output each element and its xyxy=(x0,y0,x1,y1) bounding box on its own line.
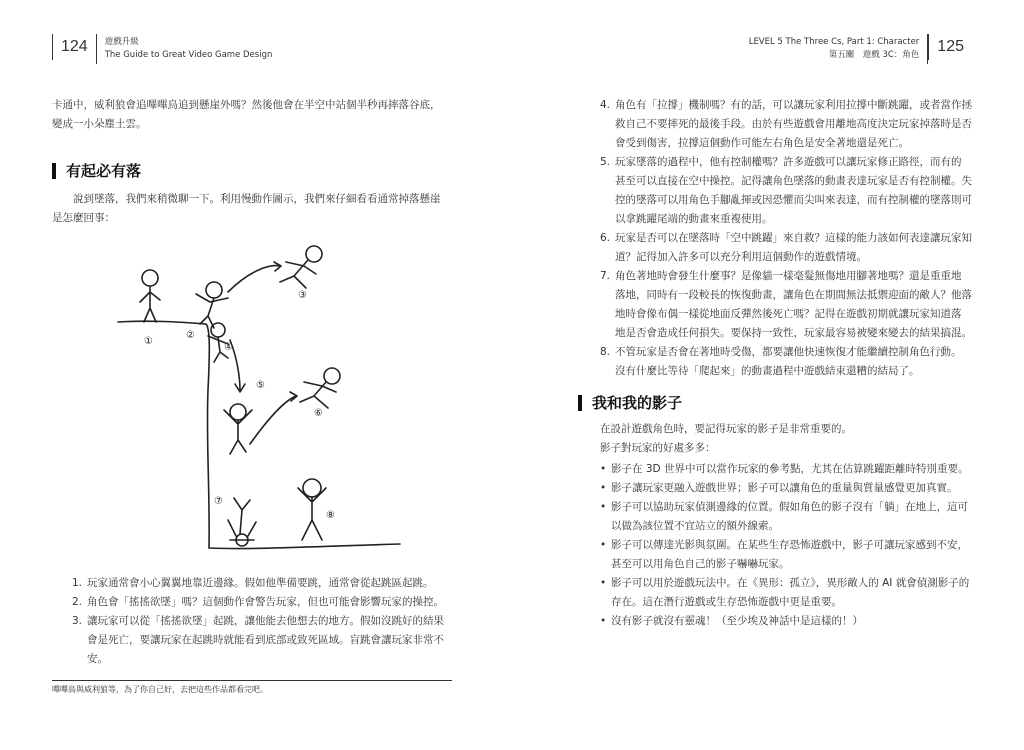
list-item xyxy=(600,343,980,381)
bullet-line: 影子在 3D 世界中可以當作玩家的參考點，尤其在估算跳躍距離時特別重要。 xyxy=(611,463,969,475)
left-paragraph-line: 說到墜落，我們來稍微聊一下。利用慢動作圖示，我們來仔細看看通常掉落懸崖 xyxy=(73,193,441,205)
cliff-outline xyxy=(118,321,400,548)
list-line: 道？記得加入許多可以充分利用這個動作的遊戲情境。 xyxy=(615,251,867,263)
figure-label: ⑧ xyxy=(326,510,335,521)
bullet-mark: • xyxy=(600,577,607,589)
bullet-item xyxy=(600,479,980,498)
bullet-line: 影子可以傳達光影與氛圍。在某些生存恐怖遊戲中，影子可讓玩家感到不安， xyxy=(611,539,968,551)
list-number: 5. xyxy=(600,156,611,168)
left-paragraph-line: 是怎麼回事： xyxy=(52,212,115,224)
right-running-head-line2: 第五關 遊戲 3C：角色 xyxy=(828,50,920,60)
list-line: 角色會「搖搖欲墜」嗎？這個動作會警告玩家，但也可能會影響玩家的操控。 xyxy=(87,596,444,608)
figure-label: ⑦ xyxy=(214,496,223,507)
list-line: 地是否會造成任何損失。要保持一致性，玩家最容易被變來變去的結果搞混。 xyxy=(615,327,972,339)
list-text xyxy=(87,574,434,593)
left-section-heading-text: 有起必有落 xyxy=(66,162,142,180)
list-line: 地時會像布偶一樣從地面反彈然後死亡嗎？記得在遊戲初期就讓玩家知道落 xyxy=(615,308,962,320)
figure-standing xyxy=(140,270,160,322)
right-page-number: 125 xyxy=(928,34,972,60)
list-text xyxy=(615,267,972,343)
figure-label: ② xyxy=(186,330,195,341)
bullet-line: 影子可以用於遊戲玩法中。在《異形：孤立》，異形敵人的 AI 就會偵測影子的 xyxy=(611,577,970,589)
list-item xyxy=(72,574,457,593)
footnote: 嗶嗶鳥與威利狼等，為了你自己好，去把這些作品都看完吧。 xyxy=(52,680,452,695)
bullet-mark: • xyxy=(600,501,607,513)
bullet-text xyxy=(611,612,863,631)
figure-air-jump xyxy=(300,368,340,408)
right-paragraph-line: 影子對玩家的好處多多： xyxy=(600,442,716,454)
left-running-head-line1: 遊戲升級 xyxy=(104,37,139,47)
bullet-item xyxy=(600,498,980,536)
list-line: 落地，同時有一段較長的恢復動畫，讓角色在期間無法抵禦迎面的敵人？他落 xyxy=(615,289,972,301)
left-running-head-line2: The Guide to Great Video Game Design xyxy=(104,50,273,60)
list-line: 角色有「拉撐」機制嗎？有的話，可以讓玩家利用拉撐中斷跳躍，或者當作拯 xyxy=(615,99,972,111)
left-paragraph xyxy=(52,190,462,228)
list-line: 玩家墜落的過程中，他有控制權嗎？許多遊戲可以讓玩家修正路徑，而有的 xyxy=(615,156,962,168)
list-item xyxy=(600,153,980,229)
list-number: 8. xyxy=(600,346,611,358)
figure-label: ⑤ xyxy=(256,380,265,391)
list-item xyxy=(72,593,457,612)
bullet-mark: • xyxy=(600,482,607,494)
left-running-head xyxy=(96,34,281,64)
left-numbered-list xyxy=(72,574,457,669)
right-section-heading-text: 我和我的影子 xyxy=(592,394,683,412)
bullet-text xyxy=(611,574,969,612)
bullet-mark: • xyxy=(600,539,607,551)
left-page-number: 124 xyxy=(52,34,96,60)
list-text xyxy=(87,593,444,612)
list-text xyxy=(615,96,972,153)
list-line: 安。 xyxy=(87,653,108,665)
left-page-header xyxy=(52,34,280,64)
left-intro-line: 卡通中，威利狼會追嗶嗶鳥追到懸崖外嗎？然後他會在半空中站個半秒再摔落谷底， xyxy=(52,99,441,111)
list-number: 3. xyxy=(72,615,83,627)
list-item xyxy=(600,229,980,267)
list-line: 讓玩家可以從「搖搖欲墜」起跳，讓他能去他想去的地方。假如沒跳好的結果 xyxy=(87,615,444,627)
list-line: 玩家通常會小心翼翼地靠近邊緣。假如他準備要跳，通常會從起跳區起跳。 xyxy=(87,577,434,589)
figure-label: ① xyxy=(144,336,153,347)
bullet-item xyxy=(600,574,980,612)
bullet-item xyxy=(600,460,980,479)
list-number: 1. xyxy=(72,577,83,589)
jump-arrow xyxy=(228,266,280,292)
list-line: 不管玩家是否會在著地時受傷，都要讓他快速恢復才能繼續控制角色行動。 xyxy=(615,346,962,358)
bullet-mark: • xyxy=(600,615,607,627)
left-intro xyxy=(52,96,462,134)
list-text xyxy=(615,153,972,229)
list-line: 控的墜落可以用角色手腳亂揮或因恐懼而尖叫來表達，而有控制權的墜落則可 xyxy=(615,194,972,206)
list-line: 玩家是否可以在墜落時「空中跳躍」來自救？這樣的能力該如何表達讓玩家知 xyxy=(615,232,972,244)
list-text xyxy=(615,343,962,381)
list-line: 甚至可以直接在空中操控。記得讓角色墜落的動畫表達玩家是否有控制權。失 xyxy=(615,175,972,187)
bullet-text xyxy=(611,479,958,498)
list-number: 6. xyxy=(600,232,611,244)
heading-bar xyxy=(52,163,56,179)
bullet-line: 影子讓玩家更融入遊戲世界；影子可以讓角色的重量與質量感覺更加真實。 xyxy=(611,482,958,494)
list-line: 救自己不要摔死的最後手段。由於有些遊戲會用離地高度決定玩家掉落時是否 xyxy=(615,118,972,130)
figure-jumping xyxy=(280,246,322,288)
figure-landed xyxy=(298,479,326,540)
cliff-fall-illustration xyxy=(110,240,470,570)
list-item xyxy=(72,612,457,669)
bullet-line: 影子可以協助玩家偵測邊緣的位置。假如角色的影子沒有「躺」在地上，這可 xyxy=(611,501,968,513)
right-running-head xyxy=(741,34,929,64)
right-numbered-list xyxy=(600,96,980,381)
left-intro-line: 變成一小朵塵土雲。 xyxy=(52,118,147,130)
list-text xyxy=(87,612,444,669)
bullet-line: 甚至可以用角色自己的影子嚇嚇玩家。 xyxy=(611,558,790,570)
right-paragraph xyxy=(600,420,980,458)
list-line: 會是死亡，要讓玩家在起跳時就能看到底部或致死區域。盲跳會讓玩家非常不 xyxy=(87,634,444,646)
figure-teetering xyxy=(196,282,228,328)
bullet-line: 沒有影子就沒有靈魂！（至少埃及神話中是這樣的！） xyxy=(611,615,863,627)
right-paragraph-line: 在設計遊戲角色時，要記得玩家的影子是非常重要的。 xyxy=(600,423,852,435)
bullet-line: 以做為該位置不宜站立的額外線索。 xyxy=(611,520,779,532)
bullet-text xyxy=(611,460,968,479)
figure-crashed xyxy=(228,498,256,546)
list-text xyxy=(615,229,972,267)
figure-label: ④ xyxy=(224,342,233,353)
list-line: 會受到傷害，拉撐這個動作可能左右角色是安全著地還是死亡。 xyxy=(615,137,909,149)
shadow-benefits-list xyxy=(600,460,980,631)
list-number: 4. xyxy=(600,99,611,111)
heading-bar xyxy=(578,395,582,411)
right-running-head-line1: LEVEL 5 The Three Cs, Part 1: Character xyxy=(748,37,920,47)
figure-label: ⑥ xyxy=(314,408,323,419)
list-item xyxy=(600,96,980,153)
bullet-line: 存在。這在潛行遊戲或生存恐怖遊戲中更是重要。 xyxy=(611,596,842,608)
bullet-text xyxy=(611,536,968,574)
list-line: 以拿跳躍尾端的動畫來重複使用。 xyxy=(615,213,773,225)
figure-falling xyxy=(224,404,252,454)
bullet-text xyxy=(611,498,968,536)
figure-label: ③ xyxy=(298,290,307,301)
right-section-heading xyxy=(578,392,682,413)
left-section-heading xyxy=(52,160,141,181)
list-line: 沒有什麼比等待「爬起來」的動畫過程中遊戲結束還糟的結局了。 xyxy=(615,365,920,377)
list-number: 2. xyxy=(72,596,83,608)
bullet-item xyxy=(600,612,980,631)
air-jump-arrow xyxy=(250,396,296,444)
list-line: 角色著地時會發生什麼事？是像貓一樣毫髮無傷地用腳著地嗎？還是重重地 xyxy=(615,270,962,282)
list-number: 7. xyxy=(600,270,611,282)
bullet-mark: • xyxy=(600,463,607,475)
bullet-item xyxy=(600,536,980,574)
right-page-header xyxy=(741,34,972,64)
list-item xyxy=(600,267,980,343)
